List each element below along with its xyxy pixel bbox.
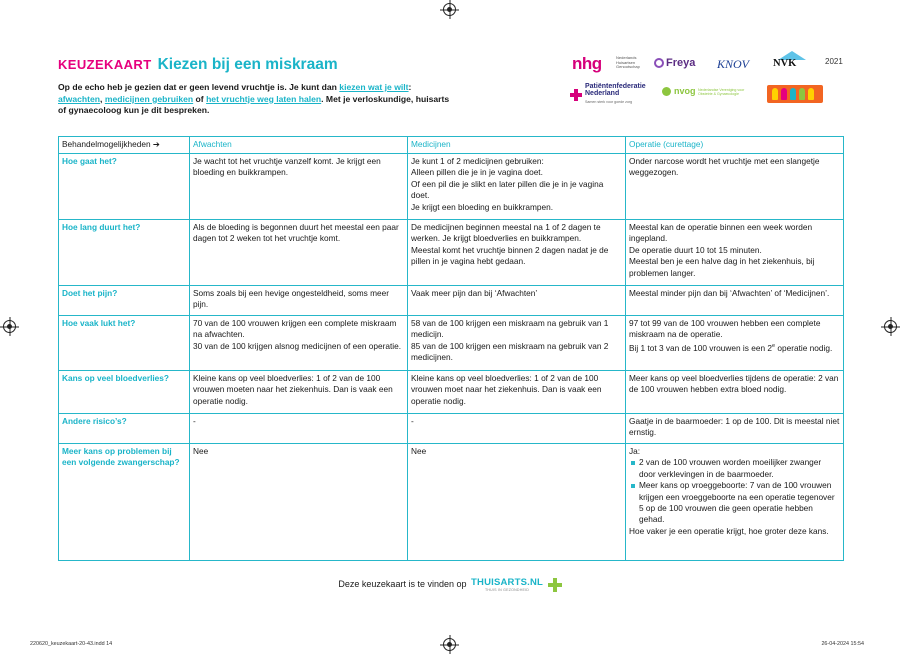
knov-logo: KNOV (717, 57, 750, 71)
cell-surgery (626, 316, 844, 371)
link-wait[interactable]: afwachten (58, 93, 101, 104)
cell-text: Kleine kans op veel bloedverlies: 1 of 2 van de 100 vrouwen moeten naar het ziekenhuis. Dan is vaak een operatie nodig. (193, 373, 393, 406)
bullet-list (629, 457, 840, 525)
table-row (59, 316, 844, 371)
intro-text: , (100, 93, 105, 104)
child-figure-icon (781, 88, 787, 100)
table-row (59, 371, 844, 414)
cell-wait (190, 286, 408, 316)
cell-text: Kleine kans op veel bloedverlies: 1 of 2 van de 100 vrouwen moet naar het ziekenhuis. Dan is vaak een operatie nodig. (411, 373, 602, 406)
title-kicker: KEUZEKAART (58, 57, 152, 72)
cell-text: Onder narcose wordt het vruchtje met een slangetje weggezogen. (629, 156, 820, 178)
plus-icon (570, 89, 582, 101)
nhg-logo-subtitle: Nederlands Huisartsen Genootschap (616, 55, 640, 69)
superscript: e (771, 342, 776, 349)
cell-medicine (408, 286, 626, 316)
freya-ring-icon (654, 58, 664, 68)
row-label: Meer kans op problemen bij een volgende zwangerschap? (59, 444, 190, 561)
freya-logo (654, 57, 695, 69)
pf-subtitle: Samen sterk voor goede zorg (585, 99, 633, 104)
patientenfederatie-logo (570, 83, 646, 106)
table-row (59, 444, 844, 561)
header-medicine: Medicijnen (408, 137, 626, 154)
row-label: Kans op veel bloedverlies? (59, 371, 190, 414)
cell-text: Je krijgt een bloeding en buikkrampen. (411, 201, 554, 212)
nvog-logo-text: nvog (674, 86, 696, 96)
nvog-logo (662, 86, 696, 96)
year-label: 2021 (825, 57, 843, 66)
cell-text: 30 van de 100 krijgen alsnog medicijnen of een operatie. (193, 340, 402, 351)
partner-logos (568, 50, 848, 108)
registration-mark-bottom (443, 638, 456, 651)
nvk-logo-text: NVK (773, 58, 797, 69)
cell-medicine (408, 371, 626, 414)
print-slug-date: 26-04-2024 15:54 (821, 641, 864, 647)
nhg-logo: nhg (572, 54, 602, 73)
table-row (59, 414, 844, 444)
cell-text: Alleen pillen die je in je vagina doet. (411, 167, 543, 178)
children-illustration-logo (767, 85, 823, 103)
cell-surgery (626, 220, 844, 286)
link-medicine[interactable]: medicijnen gebruiken (104, 93, 194, 104)
intro-text: . Met je verloskundige, huisarts of gynaecoloog kun je dit bespreken. (58, 93, 450, 116)
pf-line1: Patiëntenfederatie (585, 83, 646, 90)
thuisarts-tagline: THUIS IN GEZONDHEID (484, 588, 530, 592)
row-label: Doet het pijn? (59, 286, 190, 316)
cell-text: Je wacht tot het vruchtje vanzelf komt. Je krijgt een bloeding en buikkrampen. (193, 156, 381, 178)
title-main: Kiezen bij een miskraam (157, 56, 338, 73)
header-wait: Afwachten (190, 137, 408, 154)
intro-text: of (193, 93, 207, 104)
cell-text-part: Bij 1 tot 3 van de 100 vrouwen is een 2 (629, 342, 772, 353)
intro-paragraph (58, 82, 458, 117)
cell-surgery (626, 286, 844, 316)
cell-text: Soms zoals bij een hevige ongesteldheid, soms meer pijn. (193, 288, 390, 310)
table-row (59, 154, 844, 220)
cell-text: Meer kans op veel bloedverlies tijdens de operatie: 2 van de 100 vrouwen hebben extra bloed nodig. (629, 373, 839, 395)
cell-text: 85 van de 100 krijgen een miskraam na gebruik van 2 medicijnen. (411, 340, 609, 363)
cell-wait (190, 220, 408, 286)
table-row (59, 286, 844, 316)
cell-text (629, 341, 840, 354)
plus-icon (548, 578, 562, 592)
cell-text: Nee (411, 446, 427, 456)
link-remove[interactable]: het vruchtje weg laten halen (206, 93, 322, 104)
intro-text: : (408, 82, 412, 92)
cell-medicine (408, 444, 626, 561)
row-label: Hoe lang duurt het? (59, 220, 190, 286)
cell-surgery (626, 444, 844, 561)
thuisarts-link[interactable] (471, 577, 543, 592)
child-figure-icon (808, 88, 814, 100)
table-header-row (59, 137, 844, 154)
cell-text-part: operatie nodig. (775, 342, 833, 353)
link-choose[interactable]: kiezen wat je wilt (339, 82, 409, 92)
cell-wait (190, 444, 408, 561)
cell-text: Of een pil die je slikt en later pillen die je in je vagina doet. (411, 178, 604, 201)
freya-logo-text: Freya (666, 57, 696, 69)
cell-wait (190, 154, 408, 220)
cell-wait (190, 414, 408, 444)
nvk-logo (772, 51, 808, 75)
registration-mark-top (443, 3, 456, 16)
cell-text: Hoe vaker je een operatie krijgt, hoe groter deze kans. (629, 525, 829, 536)
pf-line2: Nederland (585, 90, 620, 98)
comparison-table (58, 136, 844, 561)
bullet-item: Meer kans op vroeggeboorte: 7 van de 100 vrouwen krijgen een vroeggeboorte na een operatie tegenover 5 op de 100 vrouwen die geen operatie hebben gehad. (629, 480, 840, 526)
bullet-item: 2 van de 100 vrouwen worden moeilijker zwanger door verklevingen in de baarmoeder. (629, 457, 840, 480)
thuisarts-brand: THUISARTS.NL (471, 577, 544, 588)
cell-medicine (408, 414, 626, 444)
footer-text: Deze keuzekaart is te vinden op (338, 578, 467, 589)
row-label: Andere risico’s? (59, 414, 190, 444)
cell-text: De operatie duurt 10 tot 15 minuten. (629, 244, 762, 255)
cell-text: Gaatje in de baarmoeder: 1 op de 100. Dit is meestal niet ernstig. (629, 416, 840, 438)
row-label: Hoe gaat het? (59, 154, 190, 220)
header-options: Behandelmogelijkheden ➔ (59, 137, 190, 154)
cell-text: De medicijnen beginnen meestal na 1 of 2 dagen te werken. Je krijgt bloedverlies en buikkrampen. (411, 222, 601, 244)
nvog-logo-subtitle: Nederlandse Vereniging voor Obstetrie & Gynaecologie (698, 88, 745, 96)
cell-wait (190, 316, 408, 371)
cell-text: Meestal ben je een halve dag in het ziekenhuis, bij problemen langer. (629, 256, 815, 278)
cell-text: 70 van de 100 vrouwen krijgen een complete miskraam na afwachten. (193, 318, 397, 340)
cell-surgery (626, 414, 844, 444)
footer (0, 577, 900, 592)
cell-text: Meestal kan de operatie binnen een week worden ingepland. (629, 222, 813, 244)
cell-medicine (408, 220, 626, 286)
nvog-dot-icon (662, 87, 671, 96)
cell-surgery (626, 154, 844, 220)
registration-mark-left (3, 320, 16, 333)
cell-text: 97 tot 99 van de 100 vrouwen hebben een complete miskraam na de operatie. (629, 318, 821, 340)
page-title (58, 56, 338, 74)
cell-text: Je kunt 1 of 2 medicijnen gebruiken: (411, 156, 544, 166)
registration-mark-right (884, 320, 897, 333)
cell-surgery (626, 371, 844, 414)
intro-text: Op de echo heb je gezien dat er geen levend vruchtje is. Je kunt dan (58, 82, 340, 92)
row-label: Hoe vaak lukt het? (59, 316, 190, 371)
cell-text: - (411, 416, 414, 426)
cell-text: Meestal minder pijn dan bij ‘Afwachten’ of ‘Medicijnen’. (629, 288, 830, 298)
cell-text: Als de bloeding is begonnen duurt het meestal een paar dagen tot 2 weken tot het vruchtje komt. (193, 222, 399, 244)
cell-text: Vaak meer pijn dan bij ‘Afwachten’ (411, 288, 538, 298)
cell-text: - (193, 416, 196, 426)
cell-wait (190, 371, 408, 414)
print-slug-file: 220620_keuzekaart-20-43.indd 14 (30, 641, 113, 647)
child-figure-icon (790, 88, 796, 100)
header-surgery: Operatie (curettage) (626, 137, 844, 154)
table-row (59, 220, 844, 286)
cell-text: Nee (193, 446, 209, 456)
cell-text: 58 van de 100 krijgen een miskraam na gebruik van 1 medicijn. (411, 318, 609, 340)
cell-text: Meestal komt het vruchtje binnen 2 dagen nadat je de pillen in je vagina hebt gedaan. (411, 244, 609, 267)
cell-medicine (408, 154, 626, 220)
cell-medicine (408, 316, 626, 371)
cell-text: Ja: (629, 446, 641, 456)
child-figure-icon (772, 88, 778, 100)
child-figure-icon (799, 88, 805, 100)
